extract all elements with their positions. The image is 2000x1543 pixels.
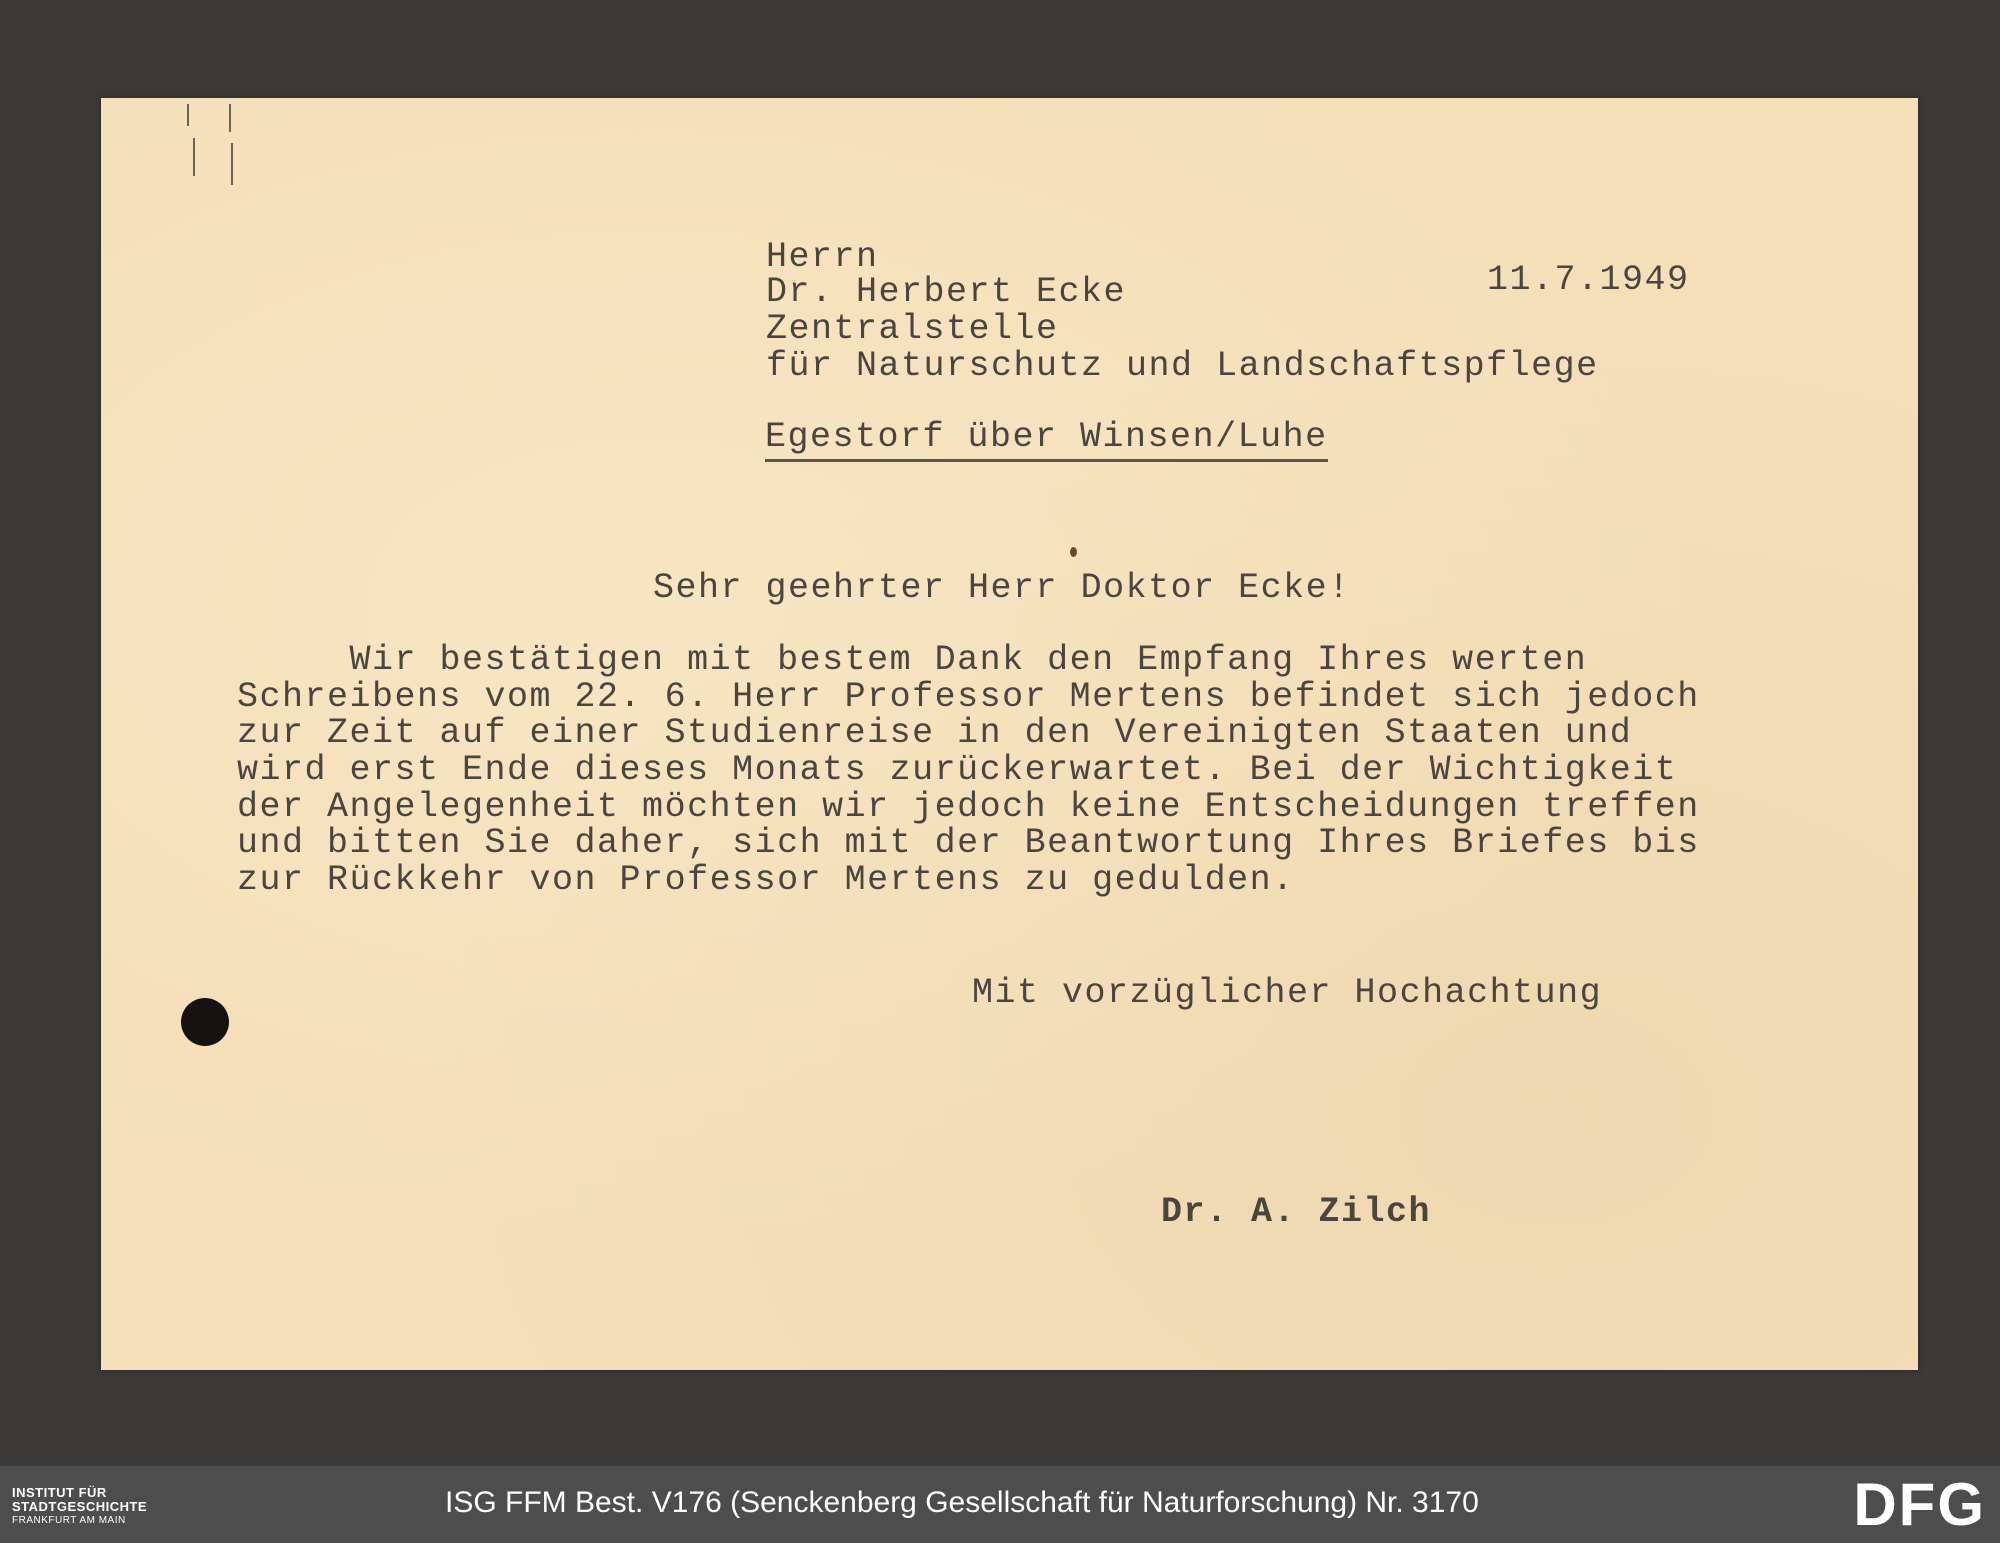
edge-mark	[187, 104, 189, 126]
letter-greeting: Sehr geehrter Herr Doktor Ecke!	[653, 568, 1351, 608]
dfg-logo: DFG	[1853, 1471, 1986, 1538]
archive-footer-bar	[0, 1466, 2000, 1543]
address-org-line2: für Naturschutz und Landschaftspflege	[766, 346, 1599, 386]
body-line: der Angelegenheit möchten wir jedoch keine Entscheidungen treffen	[237, 787, 1700, 827]
edge-mark	[231, 143, 233, 185]
institute-logo	[12, 1486, 147, 1528]
body-line: zur Zeit auf einer Studienreise in den Vereinigten Staaten und	[237, 713, 1633, 753]
archive-caption: ISG FFM Best. V176 (Senckenberg Gesellschaft für Naturforschung) Nr. 3170	[445, 1486, 1479, 1519]
ink-speck	[1070, 547, 1077, 557]
address-name: Dr. Herbert Ecke	[766, 272, 1127, 312]
letter-signature: Dr. A. Zilch	[1161, 1192, 1432, 1232]
address-city: Egestorf über Winsen/Luhe	[765, 420, 1328, 462]
letter-date: 11.7.1949	[1487, 260, 1690, 300]
body-line: Wir bestätigen mit bestem Dank den Empfang Ihres werten	[237, 640, 1588, 680]
body-line: Schreibens vom 22. 6. Herr Professor Mertens befindet sich jedoch	[237, 677, 1700, 717]
address-org-line1: Zentralstelle	[766, 309, 1059, 349]
institute-logo-line: STADTGESCHICHTE	[12, 1499, 148, 1514]
letter-paper	[101, 98, 1918, 1370]
body-line: und bitten Sie daher, sich mit der Beantwortung Ihres Briefes bis	[237, 823, 1700, 863]
edge-mark	[193, 138, 195, 176]
body-line: zur Rückkehr von Professor Mertens zu gedulden.	[237, 860, 1295, 900]
institute-logo-line: FRANKFURT AM MAIN	[12, 1515, 126, 1526]
letter-closing: Mit vorzüglicher Hochachtung	[972, 973, 1603, 1013]
address-salutation: Herrn	[766, 237, 879, 277]
institute-logo-line: INSTITUT FÜR	[12, 1485, 107, 1500]
edge-mark	[229, 104, 231, 132]
body-line: wird erst Ende dieses Monats zurückerwartet. Bei der Wichtigkeit	[237, 750, 1678, 790]
punch-hole	[181, 998, 229, 1046]
